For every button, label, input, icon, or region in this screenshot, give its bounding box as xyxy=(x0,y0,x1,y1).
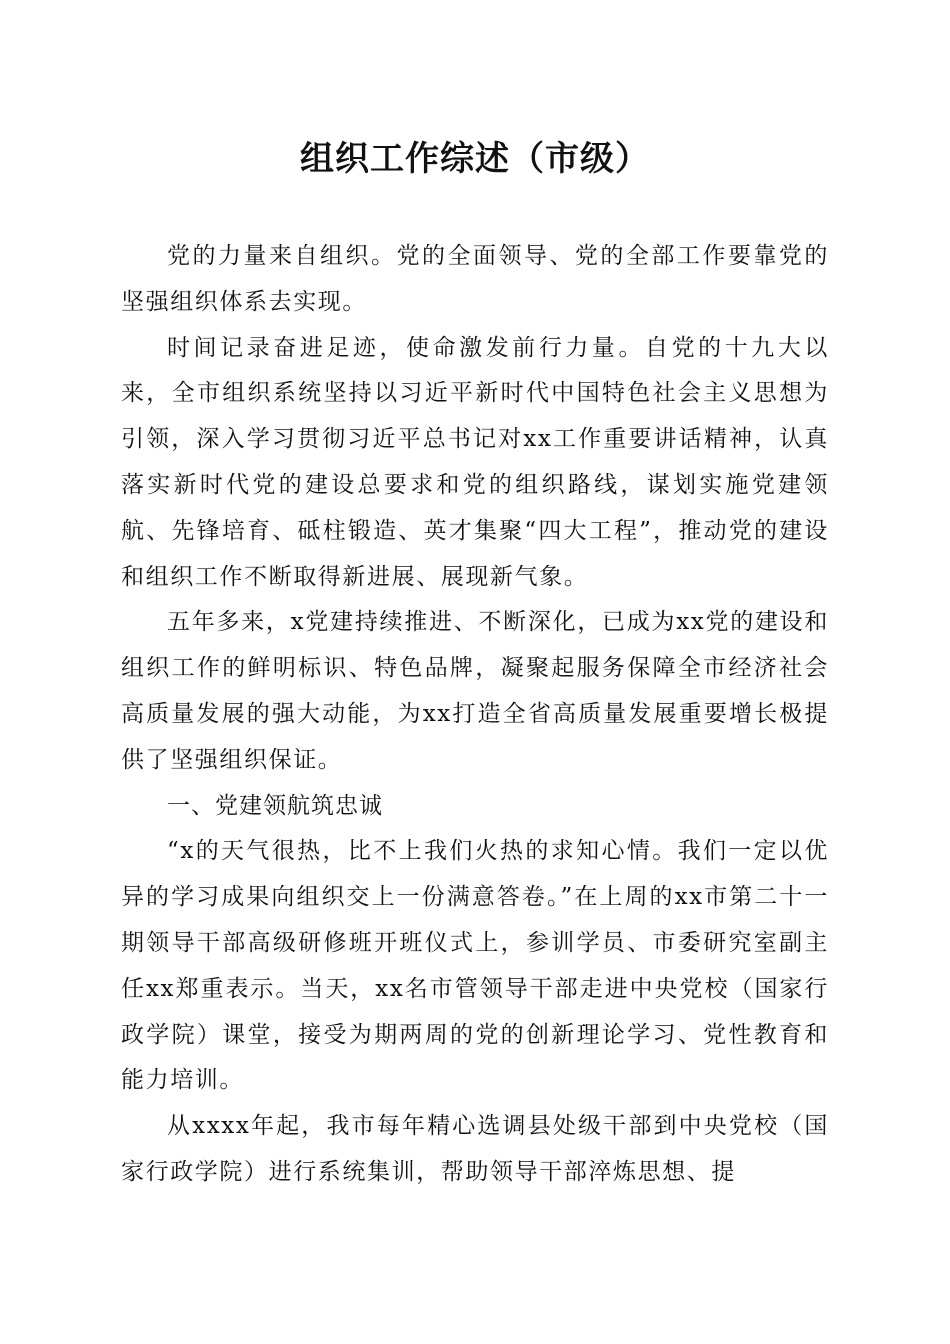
section-heading: 一、党建领航筑忠诚 xyxy=(167,792,383,819)
paragraph-training-quote: “x的天气很热，比不上我们火热的求知心情。我们一定以优异的学习成果向组织交上一份满意答卷。”在上周的xx市第二十一期领导干部高级研修班开班仪式上，参训学员、市委研究室副主任xx郑重表示。当天，xx名市管领导干部走进中央党校（国家行政学院）课堂，接受为期两周的党的创新理论学习、党性教育和能力培训。 xyxy=(121,838,829,1094)
paragraph-since-19th-congress: 时间记录奋进足迹，使命激发前行力量。自党的十九大以来，全市组织系统坚持以习近平新时代中国特色社会主义思想为引领，深入学习贯彻习近平总书记对xx工作重要讲话精神，认真落实新时代党的建设总要求和党的组织路线，谋划实施党建领航、先锋培育、砥柱锻造、英才集聚“四大工程”，推动党的建设和组织工作不断取得新进展、展现新气象。 xyxy=(121,334,829,590)
document-title: 组织工作综述（市级） xyxy=(300,139,650,179)
paragraph-five-years: 五年多来，x党建持续推进、不断深化，已成为xx党的建设和组织工作的鲜明标识、特色品牌，凝聚起服务保障全市经济社会高质量发展的强大动能，为xx打造全省高质量发展重要增长极提供了坚强组织保证。 xyxy=(121,609,829,773)
paragraph-annual-training: 从xxxx年起，我市每年精心选调县处级干部到中央党校（国家行政学院）进行系统集训，帮助领导干部淬炼思想、提 xyxy=(121,1113,829,1185)
document-body xyxy=(121,234,829,1196)
paragraph-intro: 党的力量来自组织。党的全面领导、党的全部工作要靠党的坚强组织体系去实现。 xyxy=(121,243,829,315)
